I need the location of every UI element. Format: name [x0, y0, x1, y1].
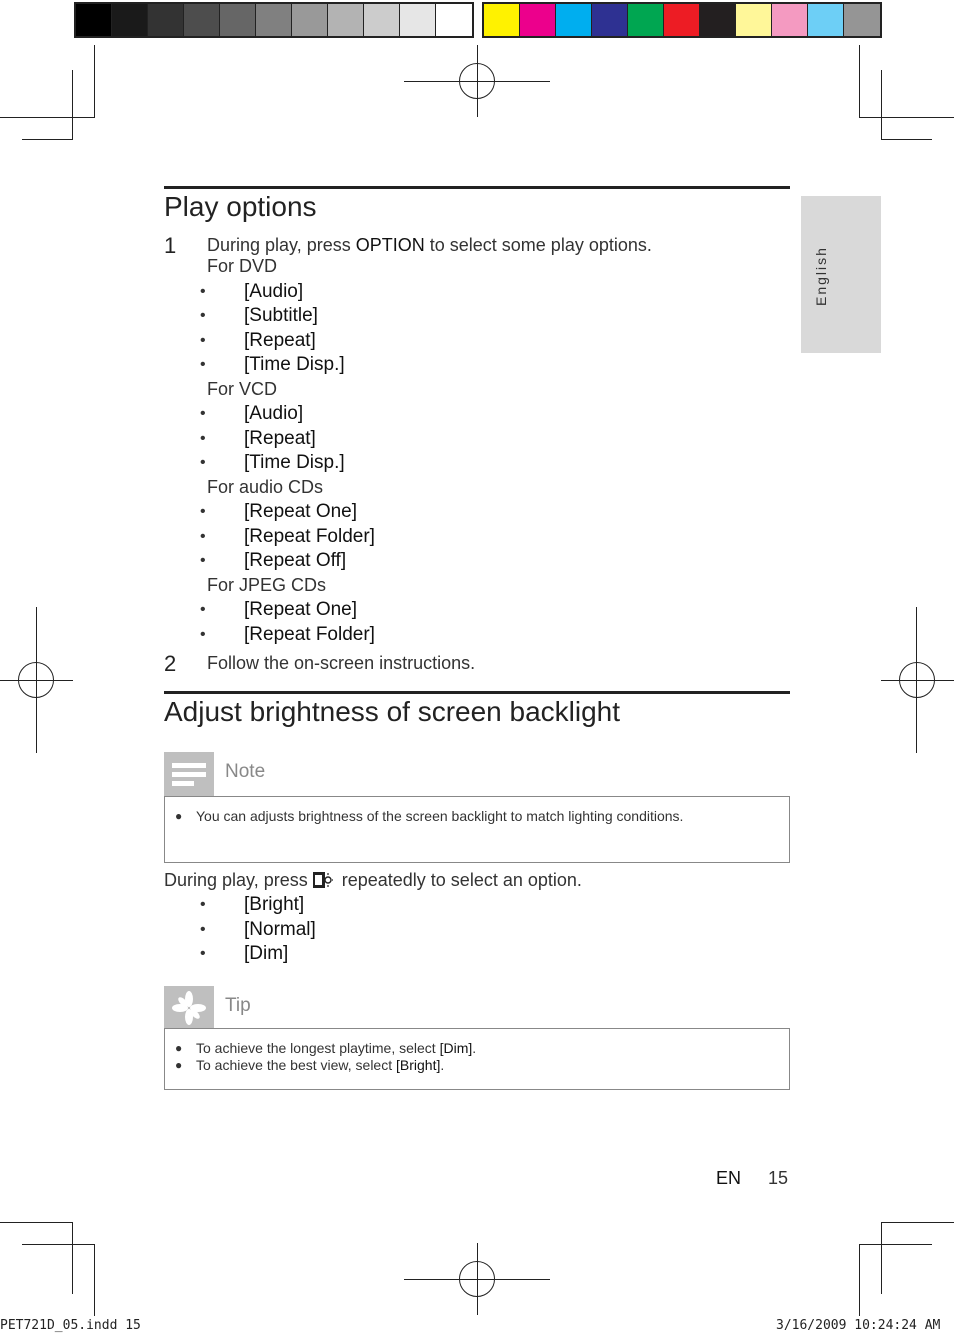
- color-swatch: [664, 4, 700, 36]
- color-swatch: [436, 4, 472, 36]
- bullet: ●: [175, 809, 183, 823]
- crop-mark: [0, 117, 95, 118]
- registration-line: [477, 1243, 478, 1315]
- option-item: [Time Disp.]: [244, 452, 345, 473]
- option-item: [Audio]: [244, 280, 304, 302]
- group-label: For audio CDs: [207, 476, 324, 497]
- step1-text: During play, press OPTION to select some play options.: [207, 235, 652, 255]
- footer-language: EN: [716, 1168, 742, 1188]
- registration-line: [881, 680, 954, 681]
- tip-line-2: To achieve the best view, select [Bright].: [196, 1057, 445, 1073]
- language-side-tab: [801, 196, 881, 353]
- option-item: [Repeat One]: [244, 501, 358, 522]
- registration-line: [916, 607, 917, 753]
- bullet: •: [200, 503, 206, 520]
- color-swatch: [772, 4, 808, 36]
- section-title-brightness: Adjust brightness of screen backlight: [164, 696, 621, 727]
- crop-mark: [881, 70, 882, 140]
- option-item: [Repeat]: [244, 427, 316, 449]
- option-item: [Repeat]: [244, 329, 316, 351]
- bullet: •: [200, 429, 206, 447]
- note-icon: [164, 752, 214, 796]
- crop-mark: [859, 45, 860, 117]
- step-number: 1: [164, 233, 177, 258]
- color-swatch: [76, 4, 112, 36]
- color-swatch: [844, 4, 880, 36]
- crop-mark: [881, 139, 932, 140]
- tip-line-1: To achieve the longest playtime, select [Dim].: [196, 1040, 477, 1056]
- brightness-button-icon: [313, 871, 333, 894]
- option-item: [Repeat Off]: [244, 550, 347, 571]
- brightness-option: [Normal]: [244, 918, 316, 940]
- color-swatch: [364, 4, 400, 36]
- tip-icon: [164, 986, 214, 1030]
- color-swatch: [184, 4, 220, 36]
- step2-text: Follow the on-screen instructions.: [207, 653, 476, 673]
- color-swatch: [484, 4, 520, 36]
- color-swatch: [700, 4, 736, 36]
- option-button-label: OPTION: [355, 235, 425, 255]
- bullet: •: [200, 307, 206, 324]
- brightness-option: [Dim]: [244, 943, 289, 964]
- bullet: •: [200, 454, 206, 471]
- option-item: [Time Disp.]: [244, 354, 345, 375]
- bullet: •: [200, 356, 206, 373]
- bullet: •: [200, 527, 206, 545]
- bullet: •: [200, 405, 206, 422]
- crop-mark: [22, 139, 73, 140]
- tip-header: [164, 986, 214, 1030]
- crop-mark: [0, 1222, 73, 1223]
- crop-mark: [72, 70, 73, 140]
- bullet: ●: [175, 1041, 183, 1055]
- slug-date: 3/16/2009 10:24:24 AM: [776, 1318, 941, 1333]
- group-label: For DVD: [207, 256, 278, 276]
- brightness-instruction: During play, press repeatedly to select an option.: [164, 870, 582, 894]
- option-item: [Repeat Folder]: [244, 525, 375, 547]
- bullet: •: [200, 282, 206, 300]
- bullet: •: [200, 896, 206, 913]
- crop-mark: [72, 1222, 73, 1294]
- registration-line: [477, 45, 478, 117]
- option-item: [Repeat One]: [244, 599, 358, 620]
- bullet: •: [200, 552, 206, 569]
- color-swatch: [292, 4, 328, 36]
- grayscale-calibration-bar: [74, 2, 474, 38]
- crop-mark: [859, 1244, 860, 1316]
- group-label: For JPEG CDs: [207, 574, 327, 595]
- note-header: [164, 752, 214, 796]
- color-swatch: [328, 4, 364, 36]
- section-title-play-options: Play options: [164, 191, 317, 222]
- bullet: •: [200, 625, 206, 643]
- slug-file: PET721D_05.indd 15: [0, 1318, 141, 1333]
- note-text: You can adjusts brightness of the screen backlight to match lighting conditions.: [196, 808, 684, 824]
- color-swatch: [400, 4, 436, 36]
- crop-mark: [881, 1222, 954, 1223]
- crop-mark: [94, 45, 95, 117]
- note-label: Note: [225, 761, 266, 782]
- brightness-option: [Bright]: [244, 894, 305, 915]
- crop-mark: [94, 1244, 95, 1316]
- option-item: [Subtitle]: [244, 305, 318, 326]
- bullet: •: [200, 331, 206, 349]
- crop-mark: [859, 1244, 932, 1245]
- color-swatch: [808, 4, 844, 36]
- color-swatch: [556, 4, 592, 36]
- note-box: [164, 796, 790, 863]
- page-number: 15: [768, 1168, 789, 1188]
- color-swatch: [592, 4, 628, 36]
- section-rule: [164, 186, 790, 189]
- language-label: English: [813, 246, 829, 306]
- registration-line: [36, 607, 37, 753]
- crop-mark: [22, 1244, 95, 1245]
- color-swatch: [736, 4, 772, 36]
- color-swatch: [112, 4, 148, 36]
- color-swatch: [256, 4, 292, 36]
- bullet: •: [200, 945, 206, 962]
- color-swatch: [220, 4, 256, 36]
- color-swatch: [148, 4, 184, 36]
- group-label: For VCD: [207, 378, 278, 399]
- color-swatch: [628, 4, 664, 36]
- tip-label: Tip: [225, 995, 251, 1016]
- color-calibration-bar: [482, 2, 882, 38]
- option-item: [Repeat Folder]: [244, 623, 375, 645]
- bullet: •: [200, 920, 206, 938]
- bullet: •: [200, 601, 206, 618]
- crop-mark: [859, 117, 954, 118]
- step-number: 2: [164, 651, 177, 676]
- crop-mark: [881, 1222, 882, 1294]
- section-rule: [164, 691, 790, 694]
- color-swatch: [520, 4, 556, 36]
- bullet: ●: [175, 1058, 183, 1072]
- option-item: [Audio]: [244, 403, 304, 424]
